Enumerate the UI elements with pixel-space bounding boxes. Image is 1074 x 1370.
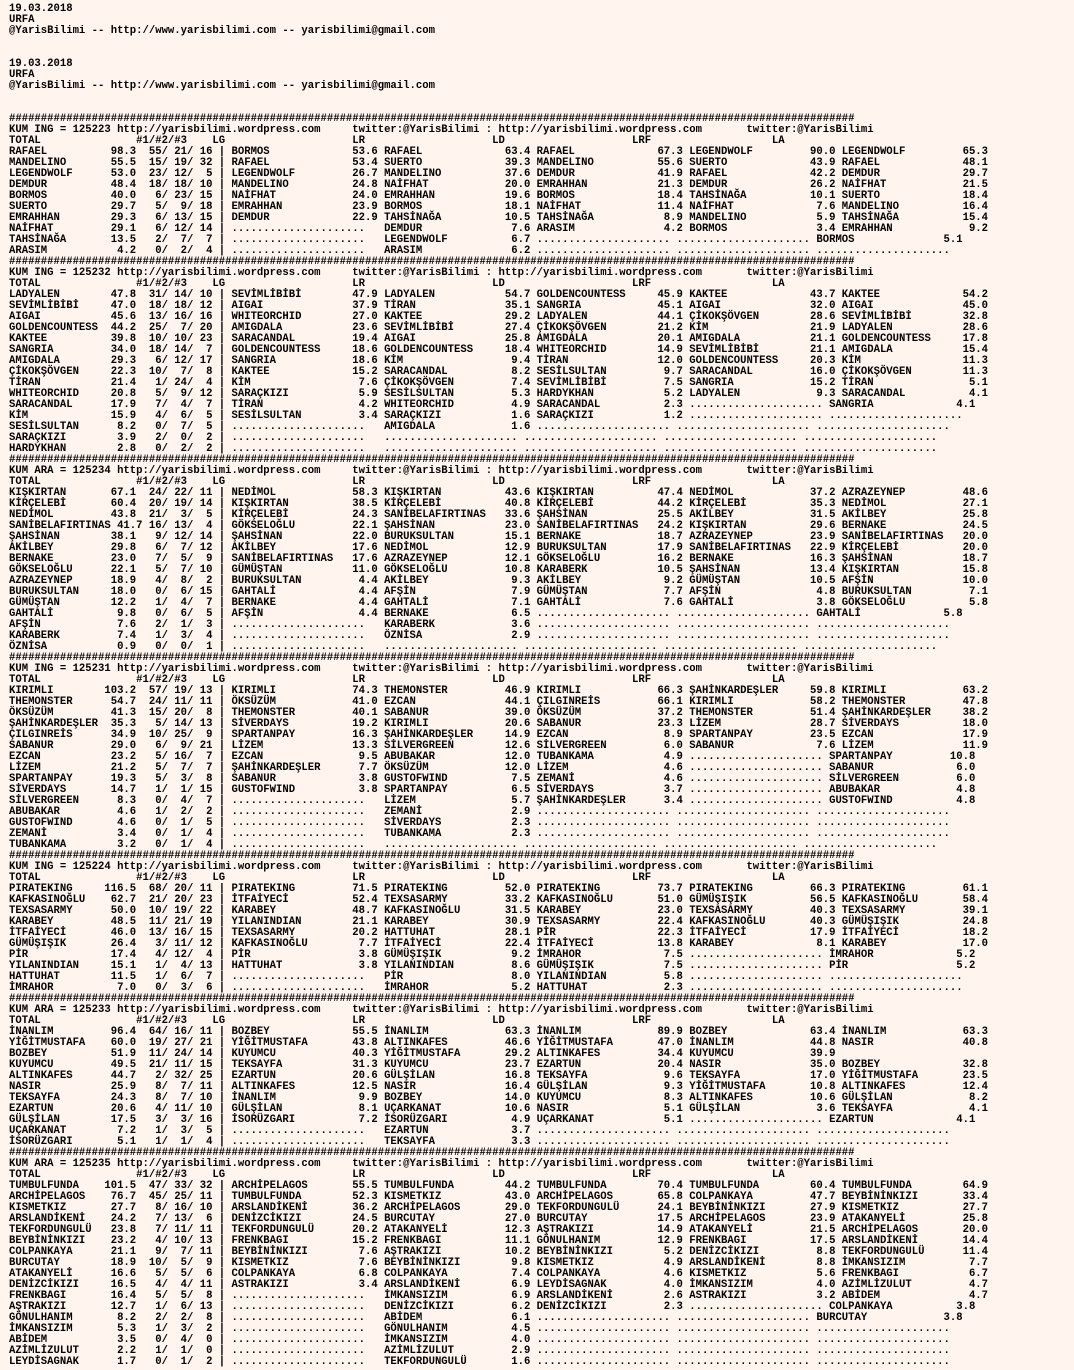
text-line: PİR 17.4 4/ 12/ 4 | PİR 3.8 GÜMÜŞIŞIK 9.2 İMRAHOR 7.5 ..................... İMRAHOR 5.2 [9,949,976,961]
text-line: SEVİMLİBİBİ 47.0 18/ 18/ 12 | AIGAI 37.9 TİRAN 35.1 SANGRIA 45.1 AIGAI 32.0 AIGAI 45.0 [9,300,989,312]
text-line: ALTINKAFES 44.7 2/ 32/ 25 | EZARTUN 20.6 GÜLŞİLAN 16.8 TEKSAYFA 9.6 TEKSAYFA 17.0 YİĞİTMUSTAFA 23.5 [9,1070,989,1082]
text-line: DEMDUR 48.4 18/ 18/ 10 | MANDELINO 24.8 NAİFHAT 20.0 EMRAHHAN 21.3 DEMDUR 26.2 NAİFHAT 21.5 [9,179,989,191]
text-line: SUERTO 29.7 5/ 9/ 18 | EMRAHHAN 23.9 BORMOS 18.1 NAİFHAT 11.4 NAİFHAT 7.6 MANDELINO 16.4 [9,201,989,213]
text-line: KARABERK 7.4 1/ 3/ 4 | ..................... ÖZNİSA 2.9 ..................... ..................... ..................... [9,630,950,642]
text-line: KUM ARA = 125234 http://yarisbilimi.wordpress.com twitter:@YarisBilimi : http://yarisbilimi.wordpress.com twitter:@YarisBilimi [9,465,874,477]
text-line: AZRAZEYNEP 18.9 4/ 8/ 2 | BURUKSULTAN 4.4 AKİLBEY 9.3 AKİLBEY 9.2 GÜMÜŞTAN 10.5 AFŞİN 10.0 [9,575,989,587]
text-line: KUM ING = 125223 http://yarisbilimi.wordpress.com twitter:@YarisBilimi : http://yarisbilimi.wordpress.com twitter:@YarisBilimi [9,124,874,136]
text-line: TOTAL #1/#2/#3 LG LR LD LRF LA [9,1169,785,1181]
text-line: TOTAL #1/#2/#3 LG LR LD LRF LA [9,476,785,488]
text-line: LİZEM 21.2 5/ 7/ 7 | ŞAHİNKARDEŞLER 7.7 ÖKSÜZÜM 12.0 LİZEM 4.6 ..................... SABANUR 6.0 [9,762,976,774]
text-line: ABUBAKAR 4.6 1/ 2/ 2 | ..................... ZEMANİ 2.9 ..................... ..................... ..................... [9,806,950,818]
text-line: GÜMÜŞIŞIK 26.4 3/ 11/ 12 | KAFKASINOĞLU 7.7 İTFAİYECİ 22.4 İTFAİYECİ 13.8 KARABEY 8.1 KARABEY 17.0 [9,938,989,950]
text-line: YİĞİTMUSTAFA 60.0 19/ 27/ 21 | YİĞİTMUSTAFA 43.8 ALTINKAFES 46.6 YİĞİTMUSTAFA 47.0 İNANLIM 44.8 NASIR 40.8 [9,1037,989,1049]
text-line: HARDYKHAN 2.8 0/ 2/ 2 | ..................... ..................... ..................... ..................... ..................... [9,443,938,455]
text-line: LADYALEN 47.8 31/ 14/ 10 | SEVİMLİBİBİ 47.9 LADYALEN 54.7 GOLDENCOUNTESS 45.9 KAKTEE 43.7 KAKTEE 54.2 [9,289,989,301]
text-line: BOZBEY 51.9 11/ 24/ 14 | KUYUMCU 40.3 YİĞİTMUSTAFA 29.2 ALTINKAFES 34.4 KUYUMCU 39.9 [9,1048,836,1060]
text-line: KUM ARA = 125233 http://yarisbilimi.wordpress.com twitter:@YarisBilimi : http://yarisbilimi.wordpress.com twitter:@YarisBilimi [9,1004,874,1016]
text-line: GÜLŞİLAN 17.5 3/ 3/ 16 | İSORÜZGARI 7.2 İSORÜZGARI 4.9 UÇARKANAT 5.1 ..................... EZARTUN 4.1 [9,1114,976,1126]
text-line: FRENKBAGI 16.4 5/ 5/ 8 | ..................... İMKANSIZIM 6.9 ARSLANDİKENİ 2.6 ASTRAKIZI 3.2 ABİDEM 4.7 [9,1290,989,1302]
text-line: ZEMANİ 3.4 0/ 1/ 4 | ..................... TUBANKAMA 2.3 ..................... ..................... ..................... [9,828,950,840]
text-line: BORMOS 40.0 6/ 23/ 15 | NAİFHAT 24.0 EMRAHHAN 19.6 BORMOS 18.4 TAHSİNAĞA 10.1 SUERTO 18.4 [9,190,989,202]
text-line: SPARTANPAY 19.3 5/ 3/ 8 | SABANUR 3.8 GUSTOFWIND 7.5 ZEMANİ 4.6 ..................... SİLVERGREEN 6.0 [9,773,976,785]
text-line: SANİBELAFIRTINAS 41.7 16/ 13/ 4 | GÖKSELOĞLU 22.1 ŞAHSİNAN 23.0 SANİBELAFIRTINAS 24.2 KIŞKIRTAN 29.6 BERNAKE 24.5 [9,520,989,532]
text-line: AMIGDALA 29.3 6/ 12/ 17 | SANGRIA 18.6 KİM 9.4 TİRAN 12.0 GOLDENCOUNTESS 20.3 KİM 11.3 [9,355,989,367]
text-line: DENİZCİKIZI 16.5 4/ 4/ 11 | ASTRAKIZI 3.4 ARSLANDİKENİ 6.9 LEYDİSAGNAK 4.0 İMKANSIZIM 4.0 AZİMLİZULUT 4.7 [9,1279,989,1291]
text-line: KISMETKIZ 27.7 8/ 16/ 10 | ARSLANDİKENİ 36.2 ARCHİPELAGOS 29.0 TEKFORDUNGULÜ 24.1 BEYBİNİNKIZI 27.9 KISMETKIZ 27.7 [9,1202,989,1214]
text-line: İTFAİYECİ 46.0 13/ 16/ 15 | TEXSASARMY 20.2 HATTUHAT 28.1 PİR 22.3 İTFAİYECİ 17.9 İTFAİYECİ 18.2 [9,927,989,939]
text-line: ATAKANYELİ 16.6 5/ 5/ 6 | COLPANKAYA 6.8 COLPANKAYA 7.4 COLPANKAYA 4.6 KISMETKIZ 5.6 FRENKBAGI 6.7 [9,1268,989,1280]
text-line: KİRÇELEBİ 60.4 20/ 19/ 14 | KIŞKIRTAN 38.5 KİRÇELEBİ 40.8 KİRÇELEBİ 44.2 KİRÇELEBİ 35.3 NEDİMOL 27.1 [9,498,989,510]
separator-line: ##################################################################################################################################### [9,850,855,862]
separator-line: ##################################################################################################################################### [9,256,855,268]
text-line: KUM ING = 125224 http://yarisbilimi.wordpress.com twitter:@YarisBilimi : http://yarisbilimi.wordpress.com twitter:@YarisBilimi [9,861,874,873]
text-line: GÜMÜŞTAN 12.2 1/ 4/ 7 | BERNAKE 4.4 GAHTALİ 7.1 GAHTALİ 7.6 GAHTALİ 3.8 GÖKSELOĞLU 5.8 [9,597,989,609]
text-line: LEGENDWOLF 53.0 23/ 12/ 5 | LEGENDWOLF 26.7 MANDELINO 37.6 DEMDUR 41.9 RAFAEL 42.2 DEMDUR 29.7 [9,168,989,180]
text-line: KUM ARA = 125235 http://yarisbilimi.wordpress.com twitter:@YarisBilimi : http://yarisbilimi.wordpress.com twitter:@YarisBilimi [9,1158,874,1170]
text-line: 19.03.2018 [9,3,73,15]
text-line: GÖNULHANIM 8.2 2/ 2/ 8 | ..................... ABİDEM 6.1 ..................... ..................... BURCUTAY 3.8 [9,1312,963,1324]
text-line: BURCUTAY 18.9 10/ 5/ 9 | KISMETKIZ 7.6 BEYBİNİNKIZI 9.8 KISMETKIZ 4.9 ARSLANDİKENİ 8.8 İMKANSIZIM 7.7 [9,1257,989,1269]
separator-line: ##################################################################################################################################### [9,454,855,466]
text-line: ARCHİPELAGOS 76.7 45/ 25/ 11 | TUMBULFUNDA 52.3 KISMETKIZ 43.0 ARCHİPELAGOS 65.8 COLPANKAYA 47.7 BEYBİNİNKIZI 33.4 [9,1191,989,1203]
text-line: ABİDEM 3.5 0/ 4/ 0 | ..................... İMKANSIZIM 4.0 ..................... ..................... ..................... [9,1334,950,1346]
text-line: NAİFHAT 29.1 6/ 12/ 14 | ..................... DEMDUR 7.6 ARASIM 4.2 BORMOS 3.4 EMRAHHAN 9.2 [9,223,989,235]
text-line: İNANLIM 96.4 64/ 16/ 11 | BOZBEY 55.5 İNANLIM 63.3 İNANLIM 89.9 BOZBEY 63.4 İNANLIM 63.3 [9,1026,989,1038]
text-line: İMRAHOR 7.0 0/ 3/ 6 | ..................... İMRAHOR 5.2 HATTUHAT 2.3 ..................... ..................... [9,982,963,994]
text-line: TAHSİNAĞA 13.5 2/ 7/ 7 | ..................... LEGENDWOLF 6.7 ..................... ..................... BORMOS 5.1 [9,234,963,246]
text-line: TUMBULFUNDA 101.5 47/ 33/ 32 | ARCHİPELAGOS 55.5 TUMBULFUNDA 44.2 TUMBULFUNDA 70.4 TUMBULFUNDA 60.4 TUMBULFUNDA 64.9 [9,1180,989,1192]
text-line: KARABEY 48.5 11/ 21/ 19 | YILANINDIAN 21.1 KARABEY 30.9 TEXSASARMY 22.4 KAFKASINOĞLU 40.3 GÜMÜŞIŞIK 24.8 [9,916,989,928]
separator-line: ##################################################################################################################################### [9,993,855,1005]
text-line: SESİLSULTAN 8.2 0/ 7/ 5 | ..................... AMIGDALA 1.6 ..................... ..................... ..................... [9,421,950,433]
text-line: KAKTEE 39.8 10/ 10/ 23 | SARACANDAL 19.4 AIGAI 25.8 AMIGDALA 20.1 AMIGDALA 21.1 GOLDENCOUNTESS 17.8 [9,333,989,345]
text-line: LEYDİSAGNAK 1.7 0/ 1/ 2 | ..................... TEKFORDUNGULÜ 1.6 ..................... ..................... ..................... [9,1356,950,1368]
text-line: EZCAN 23.2 5/ 16/ 7 | EZCAN 9.5 ABUBAKAR 12.0 TUBANKAMA 4.9 ..................... SPARTANPAY 10.8 [9,751,976,763]
text-line: ARSLANDİKENİ 24.2 7/ 13/ 6 | DENİZCİKIZI 24.5 BURCUTAY 27.0 BURCUTAY 17.5 ARCHİPELAGOS 23.9 ATAKANYELİ 25.8 [9,1213,989,1225]
text-line: TOTAL #1/#2/#3 LG LR LD LRF LA [9,278,785,290]
text-line: KAFKASINOĞLU 62.7 21/ 20/ 23 | İTFAİYECİ 52.4 TEXSASARMY 33.2 KAFKASINOĞLU 51.0 GÜMÜŞIŞIK 56.5 KAFKASINOĞLU 58.4 [9,894,989,906]
text-line: BEYBİNİNKIZI 23.2 4/ 10/ 13 | FRENKBAGI 15.2 FRENKBAGI 11.1 GÖNULHANIM 12.9 FRENKBAGI 17.5 ARSLANDİKENİ 14.4 [9,1235,989,1247]
text-line: THEMONSTER 54.7 24/ 11/ 11 | ÖKSÜZÜM 41.0 EZCAN 44.1 ÇILGINREİS 66.1 KIRIMLI 58.2 THEMONSTER 47.8 [9,696,989,708]
text-line: AKİLBEY 29.8 6/ 7/ 12 | AKİLBEY 17.6 NEDİMOL 12.9 BURUKSULTAN 17.9 SANİBELAFIRTINAS 22.9 KİRÇELEBİ 20.0 [9,542,989,554]
text-line [9,48,1074,59]
text-line: GOLDENCOUNTESS 44.2 25/ 7/ 20 | AMIGDALA 23.6 SEVİMLİBİBİ 27.4 ÇİKOKŞÖVGEN 21.2 KİM 21.9 LADYALEN 28.6 [9,322,989,334]
text-line: KİM 15.9 4/ 6/ 5 | SESİLSULTAN 3.4 SARAÇKIZI 1.6 SARAÇKIZI 1.2 ..................... ..................... [9,410,963,422]
text-line: KIRIMLI 103.2 57/ 19/ 13 | KIRIMLI 74.3 THEMONSTER 46.9 KIRIMLI 66.3 ŞAHİNKARDEŞLER 59.8 KIRIMLI 63.2 [9,685,989,697]
text-line: TEXSASARMY 50.0 10/ 19/ 22 | KARABEY 48.7 KAFKASINOĞLU 31.5 KARABEY 23.0 TEXSASARMY 40.3 TEXSASARMY 39.1 [9,905,989,917]
text-line: SİLVERGREEN 8.3 0/ 4/ 7 | ..................... LİZEM 5.7 ŞAHİNKARDEŞLER 3.4 ..................... GUSTOFWIND 4.8 [9,795,976,807]
text-line: COLPANKAYA 21.1 9/ 7/ 11 | BEYBİNİNKIZI 7.6 AŞTRAKIZI 10.2 BEYBİNİNKIZI 5.2 DENİZCİKIZI 8.8 TEKFORDUNGULÜ 11.4 [9,1246,989,1258]
text-line: TOTAL #1/#2/#3 LG LR LD LRF LA [9,135,785,147]
text-line: EMRAHHAN 29.3 6/ 13/ 15 | DEMDUR 22.9 TAHSİNAĞA 10.5 TAHSİNAĞA 8.9 MANDELINO 5.9 TAHSİNAĞA 15.4 [9,212,989,224]
text-line: ÇILGINREİS 34.9 10/ 25/ 9 | SPARTANPAY 16.3 ŞAHİNKARDEŞLER 14.9 EZCAN 8.9 SPARTANPAY 23.5 EZCAN 17.9 [9,729,989,741]
text-line: YILANINDIAN 15.1 1/ 4/ 13 | HATTUHAT 3.8 YILANINDIAN 8.6 GÜMÜŞIŞIK 7.5 ..................... PİR 5.2 [9,960,976,972]
text-line: WHITEORCHID 20.8 5/ 9/ 12 | SARAÇKIZI 5.9 SESİLSULTAN 5.3 HARDYKHAN 5.2 LADYALEN 9.3 SARACANDAL 4.1 [9,388,989,400]
text-line: RAFAEL 98.3 55/ 21/ 16 | BORMOS 53.6 RAFAEL 63.4 RAFAEL 67.3 LEGENDWOLF 90.0 LEGENDWOLF 65.3 [9,146,989,158]
text-line: BERNAKE 23.0 7/ 5/ 9 | SANİBELAFIRTINAS 17.6 AZRAZEYNEP 12.1 GÖKSELOĞLU 16.2 BERNAKE 16.3 ŞAHSİNAN 18.7 [9,553,989,565]
text-line: SARACANDAL 17.9 7/ 4/ 7 | TİRAN 4.2 WHITEORCHID 4.9 SARACANDAL 2.3 ..................... SANGRIA 4.1 [9,399,976,411]
text-line: AFŞİN 7.6 2/ 1/ 3 | ..................... KARABERK 3.6 ..................... ..................... ..................... [9,619,950,631]
text-line: TOTAL #1/#2/#3 LG LR LD LRF LA [9,674,785,686]
text-line: TOTAL #1/#2/#3 LG LR LD LRF LA [9,1015,785,1027]
text-line: AIGAI 45.6 13/ 16/ 16 | WHITEORCHID 27.0 KAKTEE 29.2 LADYALEN 44.1 ÇİKOKŞÖVGEN 28.6 SEVİMLİBİBİ 32.8 [9,311,989,323]
text-line: @YarisBilimi -- http://www.yarisbilimi.com -- yarisbilimi@gmail.com [9,80,435,92]
text-line: AŞTRAKIZI 12.7 1/ 6/ 13 | ..................... DENİZCİKIZI 6.2 DENİZCİKIZI 2.3 ..................... COLPANKAYA 3.8 [9,1301,976,1313]
text-line: MANDELINO 55.5 15/ 19/ 32 | RAFAEL 53.4 SUERTO 39.3 MANDELINO 55.6 SUERTO 43.9 RAFAEL 48.1 [9,157,989,169]
text-line: TEKFORDUNGULÜ 23.8 7/ 11/ 11 | TEKFORDUNGULÜ 20.2 ATAKANYELİ 12.3 AŞTRAKIZI 14.9 ATAKANYELİ 21.5 ARCHİPELAGOS 20.0 [9,1224,989,1236]
text-line: BURUKSULTAN 18.0 0/ 6/ 15 | GAHTALİ 4.4 AFŞİN 7.9 GÜMÜŞTAN 7.7 AFŞİN 4.8 BURUKSULTAN 7.1 [9,586,989,598]
separator-line: ##################################################################################################################################### [9,1147,855,1159]
text-line: URFA [9,14,35,26]
text-line: @YarisBilimi -- http://www.yarisbilimi.com -- yarisbilimi@gmail.com [9,25,435,37]
text-line: KUYUMCU 49.5 21/ 11/ 15 | TEKSAYFA 31.3 KUYUMCU 23.7 EZARTUN 20.4 NASIR 35.0 BOZBEY 32.8 [9,1059,989,1071]
text-line: URFA [9,69,35,81]
text-line: SARAÇKIZI 3.9 2/ 0/ 2 | ..................... ..................... ..................... ..................... ..................... [9,432,938,444]
text-line: AZİMLİZULUT 2.2 1/ 1/ 0 | ..................... AZİMLİZULUT 2.9 ..................... ..................... ..................... [9,1345,950,1357]
text-line: SANGRIA 34.0 18/ 14/ 7 | GOLDENCOUNTESS 18.6 GOLDENCOUNTESS 18.4 WHITEORCHID 14.9 SEVİMLİBİBİ 21.1 AMIGDALA 15.4 [9,344,989,356]
text-line: ÇİKOKŞÖVGEN 22.3 10/ 7/ 8 | KAKTEE 15.2 SARACANDAL 8.2 SESİLSULTAN 9.7 SARACANDAL 16.0 ÇİKOKŞÖVGEN 11.3 [9,366,989,378]
text-line: NASIR 25.9 8/ 7/ 11 | ALTINKAFES 12.5 NASIR 16.4 GÜLŞİLAN 9.3 YİĞİTMUSTAFA 10.8 ALTINKAFES 12.4 [9,1081,989,1093]
text-line: İMKANSIZIM 5.3 1/ 3/ 2 | ..................... GÖNULHANIM 4.5 ..................... ..................... ..................... [9,1323,950,1335]
text-line: HATTUHAT 11.5 1/ 6/ 7 | ..................... PİR 8.0 YILANINDIAN 5.8 ..................... ..................... [9,971,963,983]
text-line: KUM ING = 125232 http://yarisbilimi.wordpress.com twitter:@YarisBilimi : http://yarisbilimi.wordpress.com twitter:@YarisBilimi [9,267,874,279]
text-line: TEKSAYFA 24.3 8/ 7/ 10 | İNANLIM 9.9 BOZBEY 14.0 KUYUMCU 8.3 ALTINKAFES 10.6 GÜLŞİLAN 8.2 [9,1092,989,1104]
text-line: ŞAHİNKARDEŞLER 35.3 5/ 14/ 13 | SİVERDAYS 19.2 KIRIMLI 20.6 SABANUR 23.3 LİZEM 28.7 SİVERDAYS 18.0 [9,718,989,730]
text-line: KIŞKIRTAN 67.1 24/ 22/ 11 | NEDİMOL 58.3 KIŞKIRTAN 43.6 KIŞKIRTAN 47.4 NEDİMOL 37.2 AZRAZEYNEP 48.6 [9,487,989,499]
text-line: TUBANKAMA 3.2 0/ 1/ 4 | ..................... ..................... ..................... ..................... ..................... [9,839,938,851]
text-line: UÇARKANAT 7.2 1/ 3/ 5 | ..................... EZARTUN 3.7 ..................... ..................... ..................... [9,1125,950,1137]
text-line: PIRATEKING 116.5 68/ 20/ 11 | PIRATEKING 71.5 PIRATEKING 52.0 PIRATEKING 73.7 PIRATEKING 66.3 PIRATEKING 61.1 [9,883,989,895]
text-line [9,37,1074,48]
text-line: SİVERDAYS 14.7 1/ 1/ 15 | GUSTOFWIND 3.8 SPARTANPAY 6.5 SİVERDAYS 3.7 ..................... ABUBAKAR 4.8 [9,784,976,796]
separator-line: ##################################################################################################################################### [9,652,855,664]
text-line: SABANUR 29.0 6/ 9/ 21 | LİZEM 13.3 SİLVERGREEN 12.6 SİLVERGREEN 6.0 SABANUR 7.6 LİZEM 11.9 [9,740,989,752]
text-line: GÖKSELOĞLU 22.1 5/ 7/ 10 | GÜMÜŞTAN 11.0 GÖKSELOĞLU 10.8 KARABERK 10.5 ŞAHSİNAN 13.4 KIŞKIRTAN 15.8 [9,564,989,576]
text-line: NEDİMOL 43.8 21/ 3/ 5 | KİRÇELEBİ 24.3 SANİBELAFIRTINAS 33.6 ŞAHSİNAN 25.5 AKİLBEY 31.5 AKİLBEY 25.8 [9,509,989,521]
text-line: TOTAL #1/#2/#3 LG LR LD LRF LA [9,872,785,884]
text-line: TİRAN 21.4 1/ 24/ 4 | KİM 7.6 ÇİKOKŞÖVGEN 7.4 SEVİMLİBİBİ 7.5 SANGRIA 15.2 TİRAN 5.1 [9,377,989,389]
text-line: ÖKSÜZÜM 41.3 15/ 20/ 8 | THEMONSTER 40.1 SABANUR 39.0 ÖKSÜZÜM 37.2 THEMONSTER 51.4 ŞAHİNKARDEŞLER 38.2 [9,707,989,719]
text-line: İSORÜZGARI 5.1 1/ 1/ 4 | ..................... TEKSAYFA 3.3 ..................... ..................... ..................... [9,1136,950,1148]
text-line: ARASIM 4.2 0/ 2/ 4 | ..................... ARASIM 6.2 ..................... ..................... ..................... [9,245,950,257]
text-line: ŞAHSİNAN 38.1 9/ 12/ 14 | ŞAHSİNAN 22.0 BURUKSULTAN 15.1 BERNAKE 18.7 AZRAZEYNEP 23.9 SANİBELAFIRTINAS 20.0 [9,531,989,543]
text-line: 19.03.2018 [9,58,73,70]
text-line: GUSTOFWIND 4.6 0/ 1/ 5 | ..................... SİVERDAYS 2.3 ..................... ..................... ..................... [9,817,950,829]
text-line [9,92,1074,103]
text-line: KUM ING = 125231 http://yarisbilimi.wordpress.com twitter:@YarisBilimi : http://yarisbilimi.wordpress.com twitter:@YarisBilimi [9,663,874,675]
text-line: GAHTALİ 9.8 0/ 6/ 5 | AFŞİN 4.4 BERNAKE 6.5 ..................... ..................... GAHTALİ 5.8 [9,608,963,620]
text-line: ÖZNİSA 0.9 0/ 0/ 1 | ..................... ..................... ..................... ..................... ..................... [9,641,938,653]
text-line: EZARTUN 20.6 4/ 11/ 10 | GÜLŞİLAN 8.1 UÇARKANAT 10.6 NASIR 5.1 GÜLŞİLAN 3.6 TEKSAYFA 4.1 [9,1103,989,1115]
separator-line: ##################################################################################################################################### [9,113,855,125]
